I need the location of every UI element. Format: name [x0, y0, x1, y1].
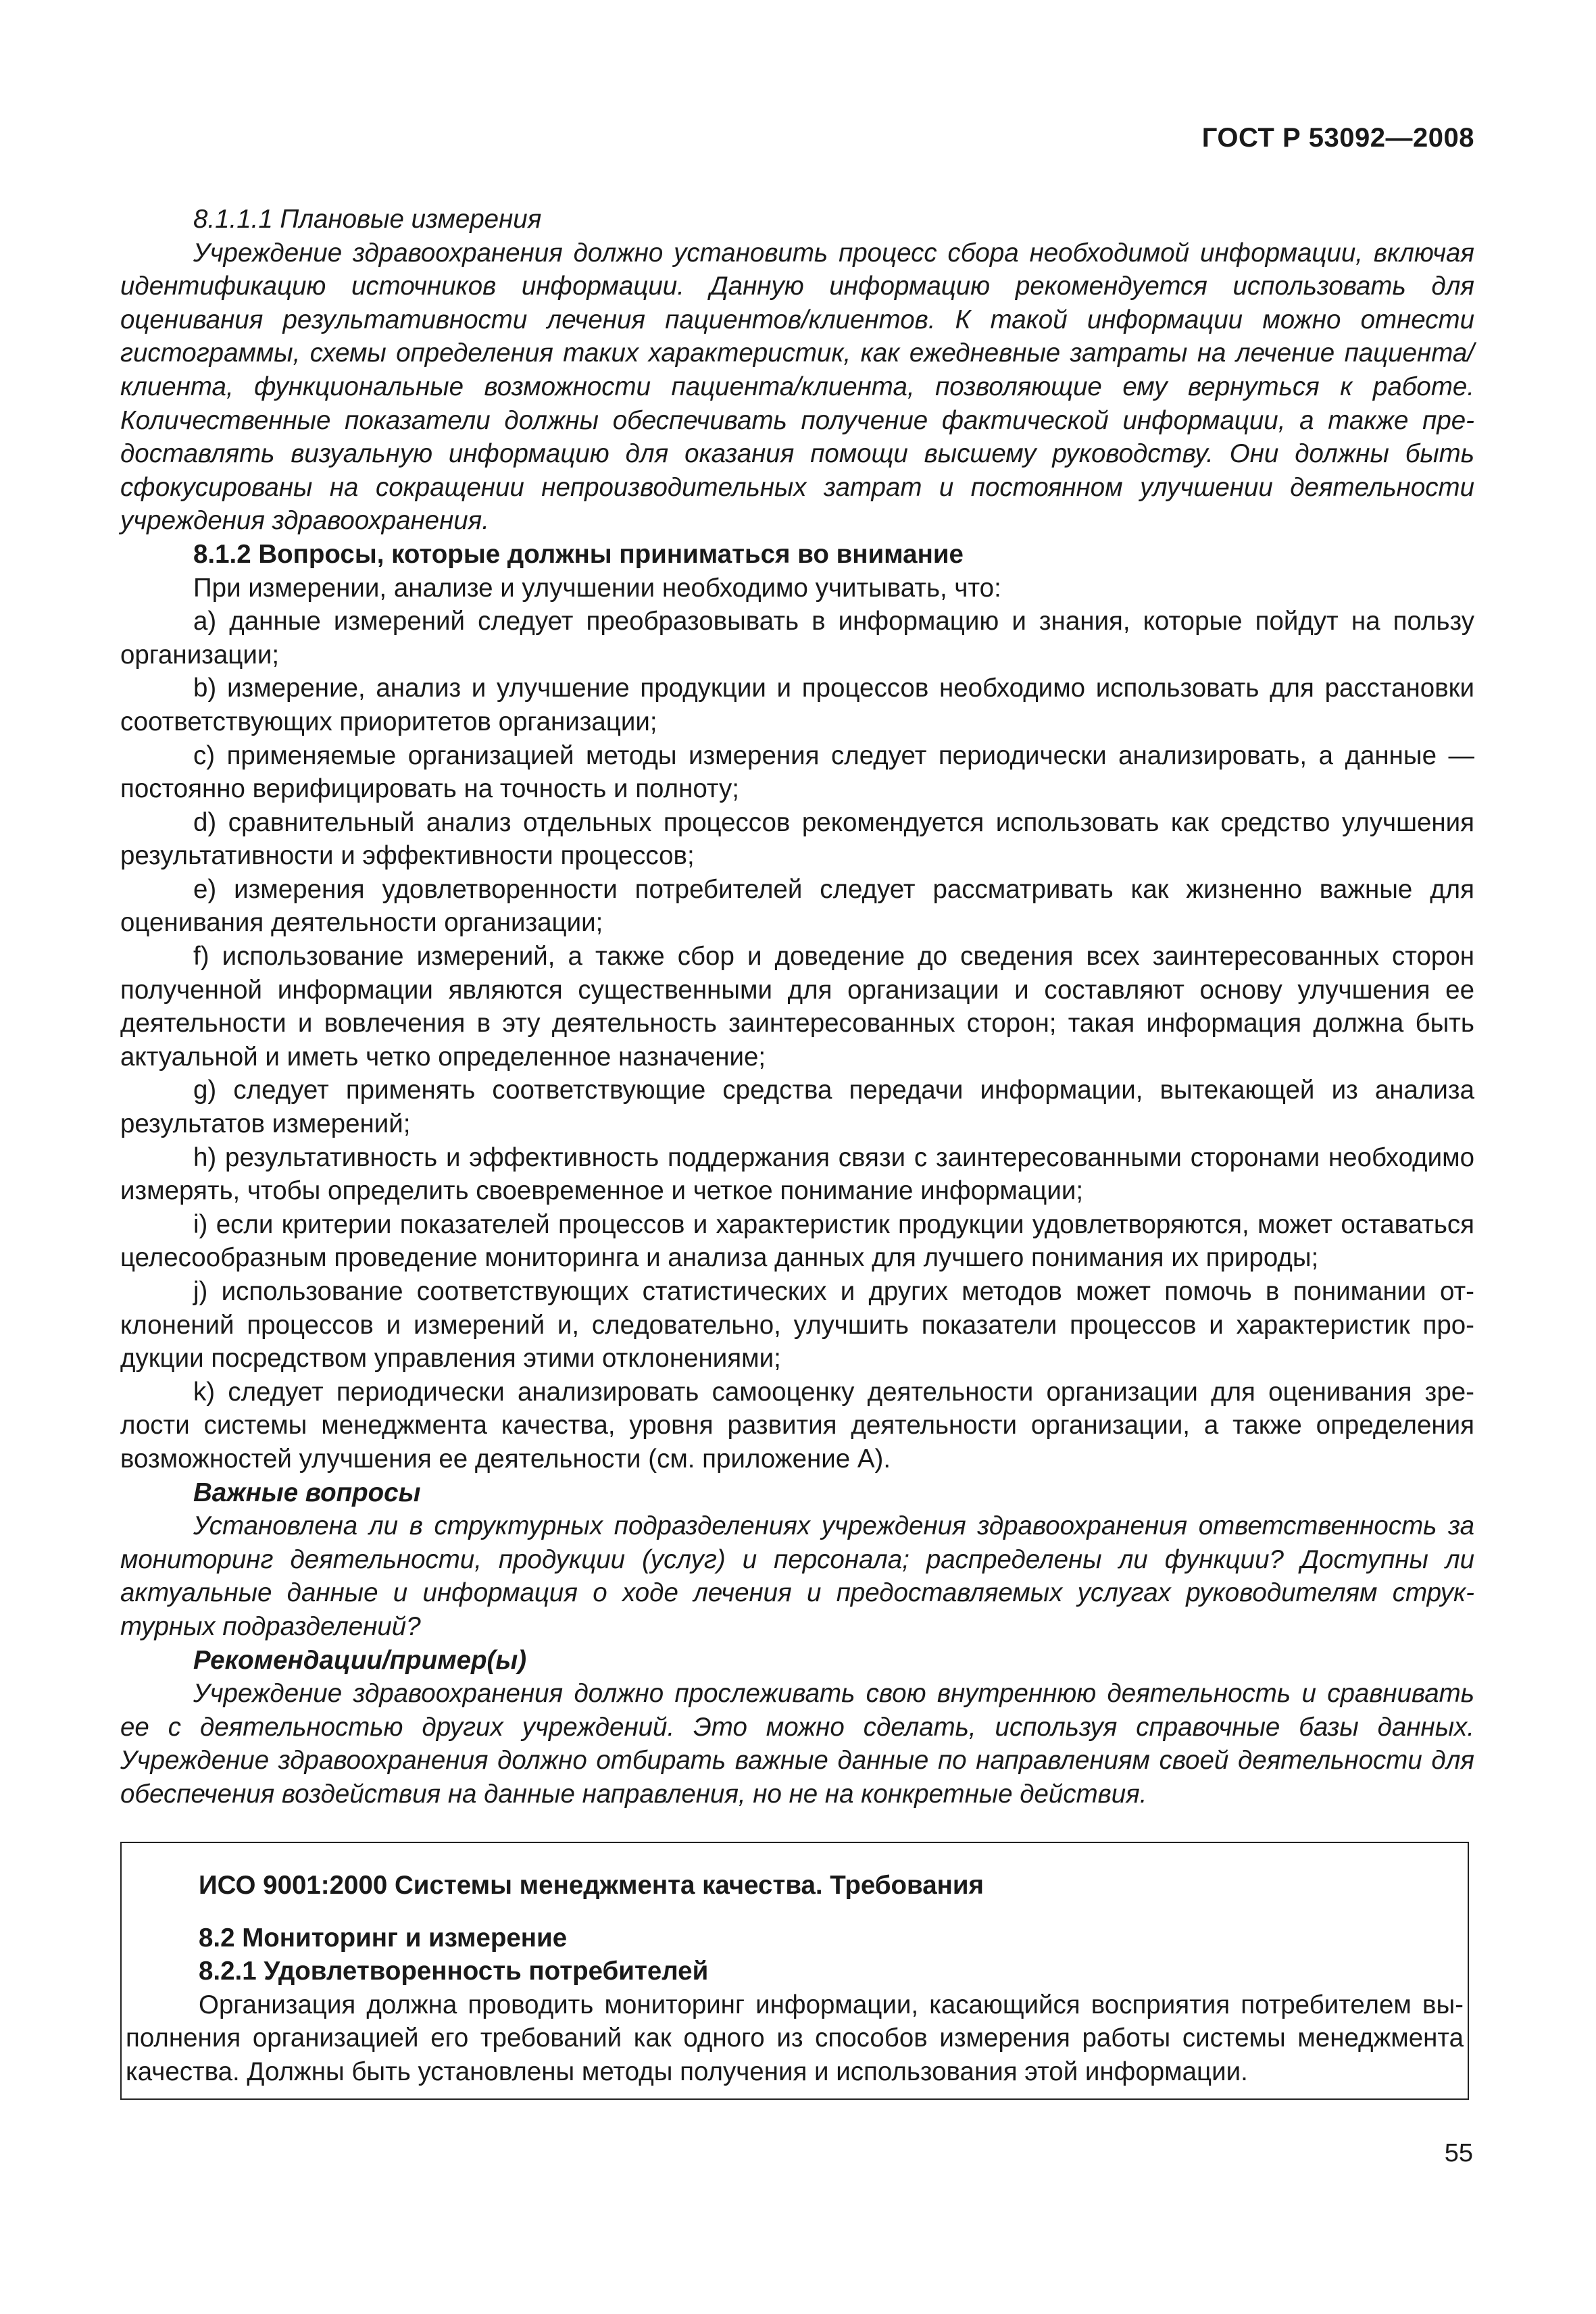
section-title-8-1-1-1: 8.1.1.1 Плановые измерения	[193, 205, 542, 234]
iso-box-title: ИСО 9001:2000 Системы менеджмента качества. Требования	[199, 1871, 984, 1900]
section-title-8-2-1: 8.2.1 Удовлетворенность потребителей	[199, 1957, 709, 1986]
section-title-8-1-2: 8.1.2 Вопросы, которые должны приниматься во внимание	[193, 539, 964, 569]
section-title-8-2: 8.2 Мониторинг и измерение	[199, 1923, 568, 1953]
document-code-header: ГОСТ Р 53092—2008	[1201, 123, 1474, 153]
list-item-b: b) измерение, анализ и улучшение продукции и процессов необходимо использовать для расстановки соответствующих приоритетов организации;	[120, 674, 1474, 736]
list-item-e: e) измерения удовлетворенности потребителей следует рассматривать как жизненно важные для оценивания деятельности организации;	[120, 874, 1474, 938]
list-item-g: g) следует применять соответствующие средства передачи информации, вытекающей из анализа результатов измерений;	[120, 1076, 1474, 1139]
list-item-c: c) применяемые организацией методы измерения следует периодически анализировать, а данные — постоянно верифицировать на точность и полноту;	[120, 740, 1474, 804]
list-item-a: a) данные измерений следует преобразовывать в информацию и знания, которые пойдут на пользу организации;	[120, 607, 1474, 670]
main-text	[120, 203, 1474, 1811]
recommendations-title: Рекомендации/пример(ы)	[193, 1645, 527, 1675]
page-number: 55	[1444, 2139, 1473, 2167]
list-item-d: d) сравнительный анализ отдельных процессов рекомендуется использовать как средство улучшения результативности и эффективности процессов;	[120, 807, 1474, 871]
important-questions-title: Важные вопросы	[193, 1478, 421, 1507]
iso-quote-box	[120, 1842, 1469, 2100]
paragraph-planned-measurements: Учреждение здравоохранения должно установить процесс сбора необходимой информации, включая идентификацию источников информации. Данную информацию рекомендуется использовать для оценивания результативности лечения пациентов/клиентов. К такой информации можно отнести гистограммы, схемы определения таких характеристик, как ежедневные затраты на лечение пациента/клиента, функциональные возможности пациента/клиента, позволяющие ему вернуться к работе. Количественные показатели должны обеспечивать получение фактической информации, а также предоставлять визуальную информацию для оказания помощи высшему руководству. Они должны быть сфокусированы на сокращении непроизводительных затрат и постоянном улучшении деятельности учреждения здравоохранения.	[120, 238, 1474, 536]
important-questions-text: Установлена ли в структурных подразделениях учреждения здравоохранения ответственность за мониторинг деятельности, продукции (услуг) и персонала; распределены ли функции? Доступны ли актуальные данные и информация о ходе лечения и предоставляемых услугах руководителям структурных подразделений?	[120, 1511, 1474, 1641]
paragraph-intro: При измерении, анализе и улучшении необходимо учитывать, что:	[193, 573, 1001, 603]
list-item-i: i) если критерии показателей процессов и характеристик продукции удовлетворяются, может оставаться целесообразным проведение мониторинга и анализа данных для лучшего понимания их природы;	[120, 1209, 1474, 1273]
list-item-f: f) использование измерений, а также сбор и доведение до сведения всех заинтересованных сторон полученной информации являются существенными для организации и составляют основу улучшения ее деятельности и вовлечения в эту деятельность заинтересованных сторон; такая информация должна быть актуальной и иметь четко определенное назначение;	[120, 942, 1474, 1072]
recommendations-text: Учреждение здравоохранения должно прослеживать свою внутреннюю деятельность и сравнивать ее с деятельностью других учреждений. Это можно сделать, используя справочные базы данных. Учреждение здравоохранения должно отбирать важные данные по направлениям своей деятельности для обеспечения воздействия на данные направления, но не на конкретные действия.	[120, 1679, 1474, 1809]
list-item-k: k) следует периодически анализировать самооценку деятельности организации для оценивания зрелости системы менеджмента качества, уровня развития деятельности организации, а также определения возможностей улучшения ее деятельности (см. приложение А).	[120, 1377, 1474, 1474]
paragraph-customer-satisfaction: Организация должна проводить мониторинг информации, касающийся восприятия потребителем выполнения организацией его требований как одного из способов измерения работы системы менеджмента качества. Должны быть установлены методы получения и использования этой информации.	[126, 1990, 1464, 2086]
list-item-h: h) результативность и эффективность поддержания связи с заинтересованными сторонами необходимо измерять, чтобы определить своевременное и четкое понимание информации;	[120, 1142, 1474, 1206]
box-spacer	[126, 1903, 1464, 1921]
list-item-j: j) использование соответствующих статистических и других методов может помочь в понимании отклонений процессов и измерений и, следовательно, улучшить показатели процессов и характеристик продукции посредством управления этими отклонениями;	[120, 1277, 1474, 1374]
